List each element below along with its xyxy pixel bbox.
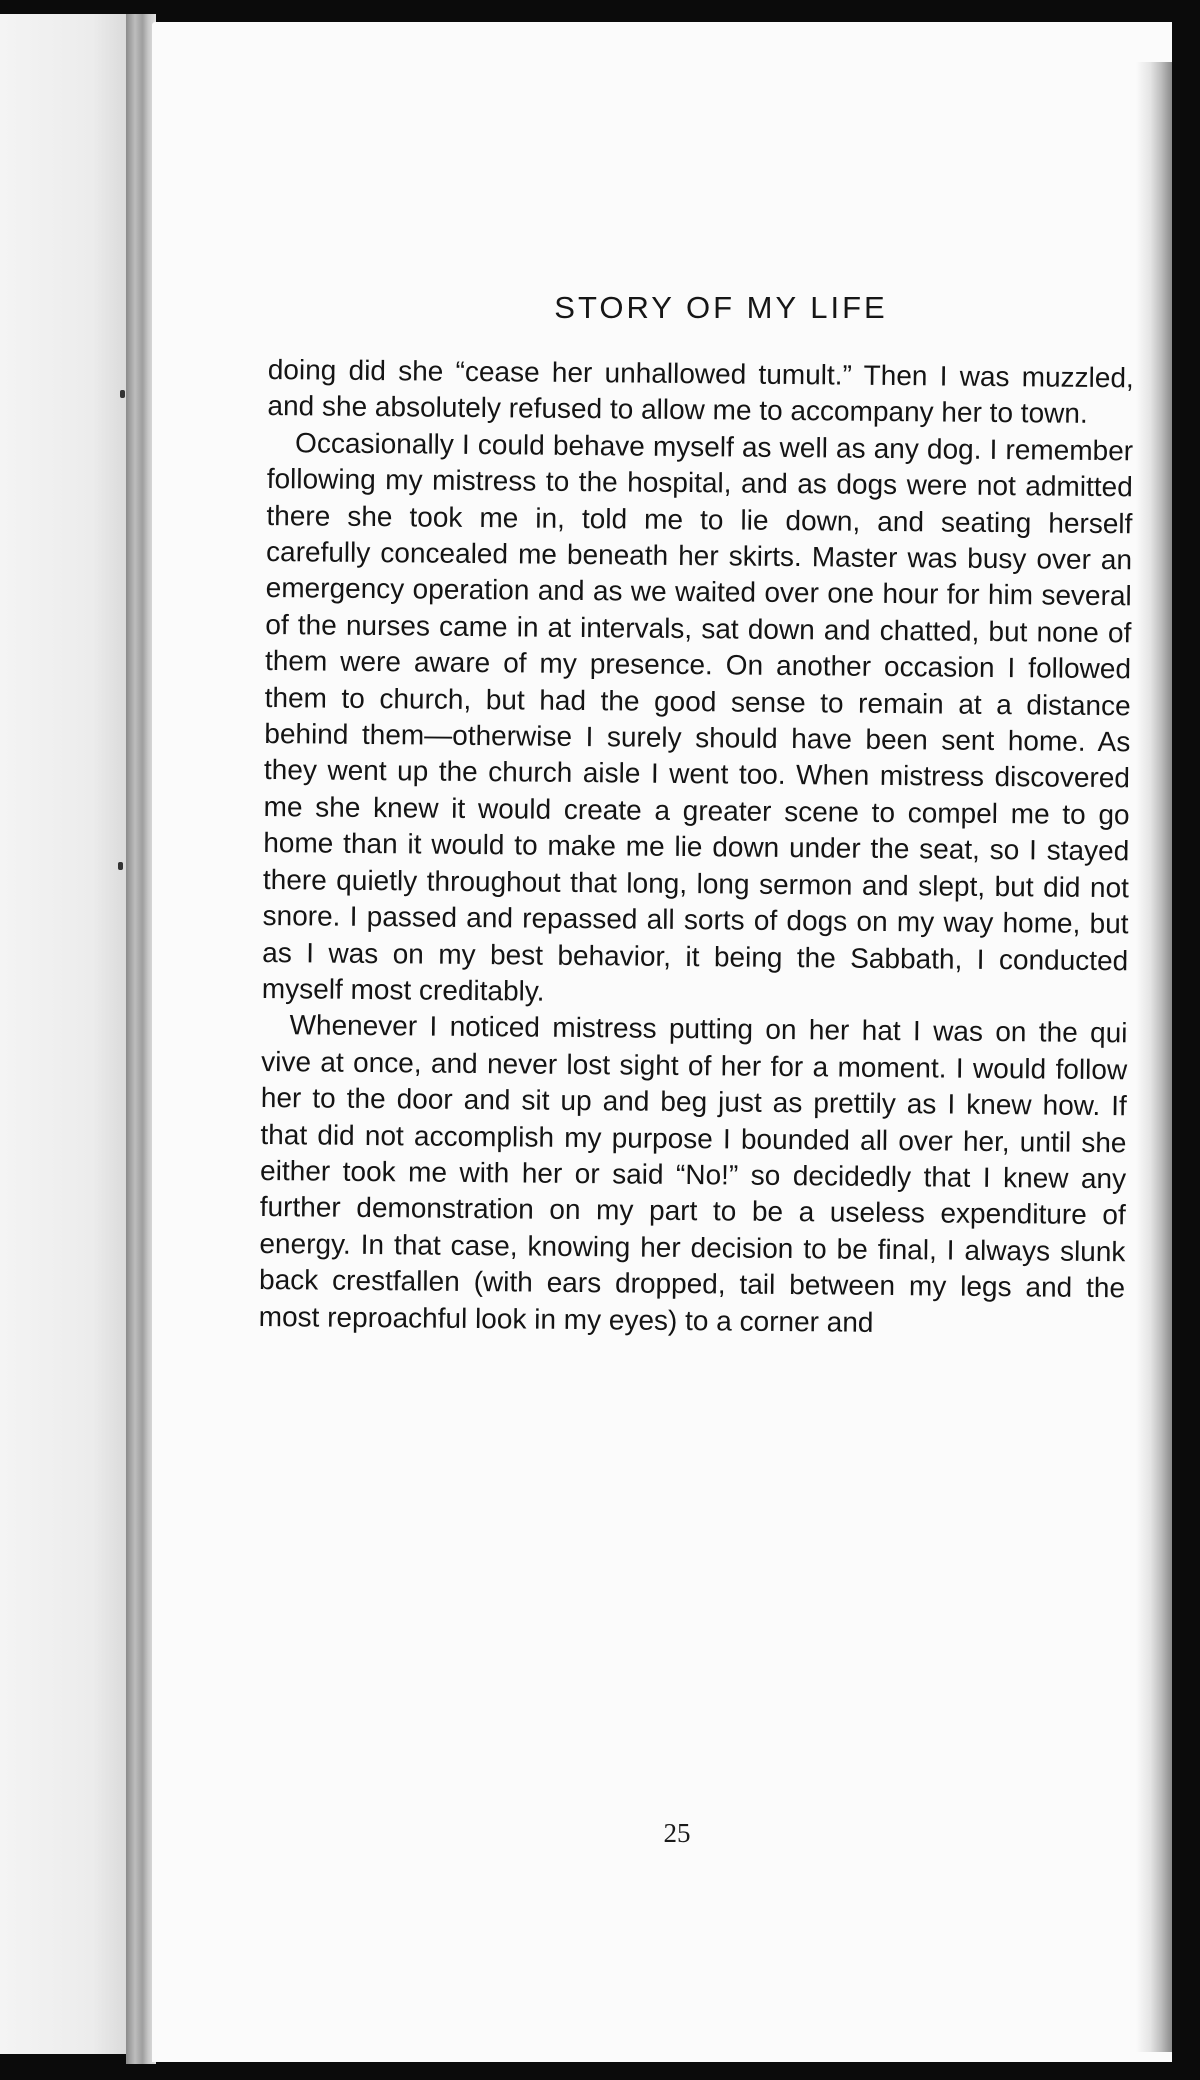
scan-speck xyxy=(118,862,123,870)
paragraph: Whenever I noticed mistress putting on her hat I was on the qui vive at once, and never lost sight of her for a moment. I would follow her to the door and sit up and beg just as prettily as I knew how. If that did not accomplish my purpose I bounded all over her, until she either took me with her or said “No!” so decidedly that I knew any further demonstration on my part to be a useless expenditure of energy. In that case, knowing her decision to be final, I always slunk back crestfallen (with ears dropped, tail between my legs and the most reproachful look in my eyes) to a corner and xyxy=(258,1009,1128,1338)
paragraph: Occasionally I could behave myself as well as any dog. I remember following my mistress to the hospital, and as dogs were not admitted there she took me in, told me to lie down, and seating herself carefully concealed me beneath her skirts. Master was busy over an emergency operation and as we waited over one hour for him several of the nurses came in at intervals, sat down and chatted, but none of them were aware of my presence. On another occasion I followed them to church, but had the good sense to remain at a distance behind them—otherwise I surely should have been sent home. As they went up the church aisle I went too. When mistress discovered me she knew it would create a greater scene to compel me to go home than it would to make me lie down under the seat, so I stayed there quietly throughout that long, long sermon and slept, but did not snore. I passed and repassed all sorts of dogs on my way home, but as I was on my best behavior, it being the Sabbath, I conducted myself most creditably. xyxy=(261,427,1134,1007)
running-head: STORY OF MY LIFE xyxy=(554,290,888,325)
page-number: 25 xyxy=(663,1818,691,1848)
book-page xyxy=(152,22,1172,2062)
paragraph-continued: doing did she “cease her unhallowed tumult.” Then I was muzzled, and she absolutely refused to allow me to accompany her to town. xyxy=(267,353,1134,430)
page-edge-shadow xyxy=(1136,62,1172,2052)
scan-speck xyxy=(120,390,125,398)
page-body xyxy=(259,352,1134,1343)
previous-page-edge xyxy=(0,14,132,2054)
